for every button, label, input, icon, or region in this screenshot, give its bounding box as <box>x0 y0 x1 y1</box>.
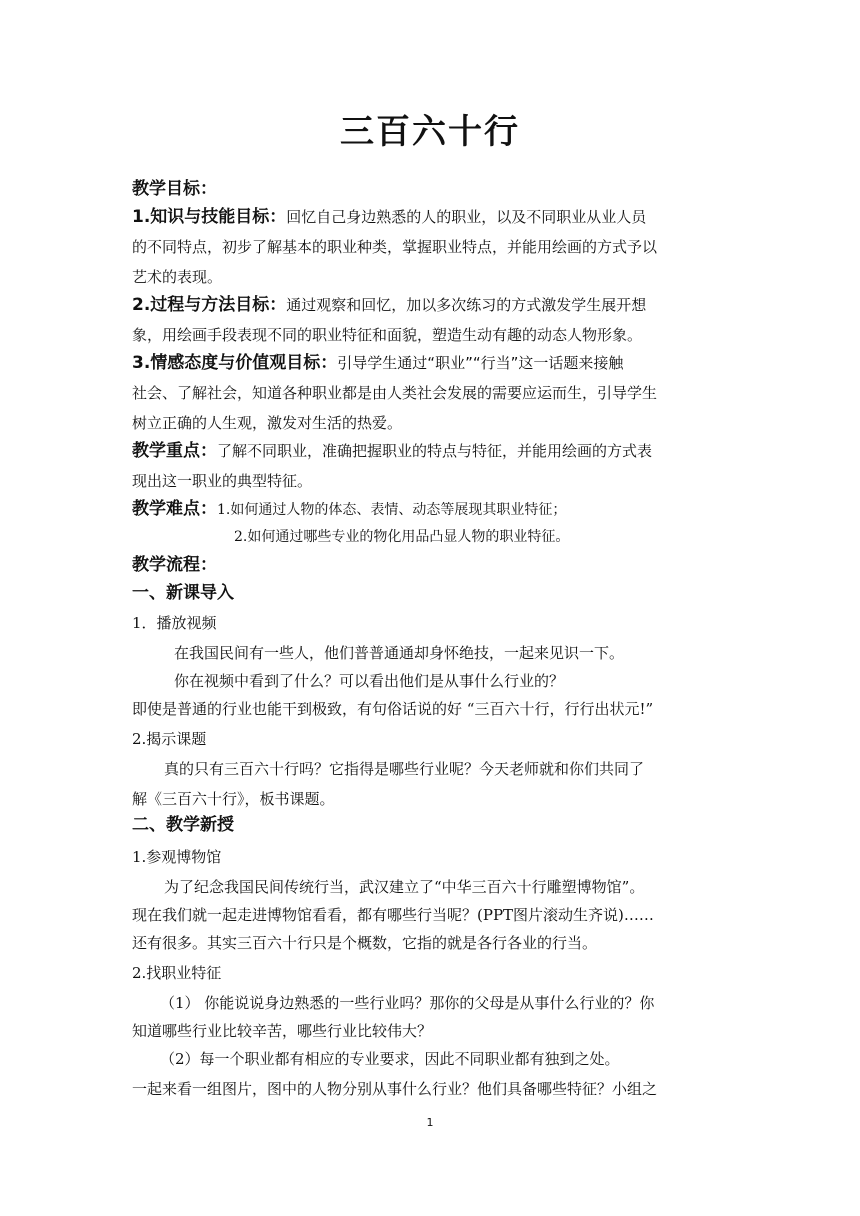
objective-text: 回忆自己身边熟悉的人的职业，以及不同职业从业人员 <box>286 208 647 226</box>
paragraph-line: 象，用绘画手段表现不同的职业特征和面貌，塑造生动有趣的动态人物形象。 <box>132 326 643 344</box>
page-number: 1 <box>426 1116 434 1129</box>
paragraph-line: 在我国民间有一些人，他们普普通通却身怀绝技，一起来见识一下。 <box>174 644 625 662</box>
paragraph-line: 你在视频中看到了什么？可以看出他们是从事什么行业的？ <box>174 672 565 690</box>
difficulty-label: 教学难点： <box>132 499 217 519</box>
paragraph-line <box>132 440 732 462</box>
document-title: 三百六十行 <box>340 112 520 152</box>
paragraph-line: 2.如何通过哪些专业的物化用品凸显人物的职业特征。 <box>234 529 570 545</box>
objective-label: 3.情感态度与价值观目标： <box>132 353 338 373</box>
paragraph-line <box>132 294 732 316</box>
paragraph-line: 解《三百六十行》，板书课题。 <box>132 790 335 808</box>
sub-heading: 1.参观博物馆 <box>132 848 222 866</box>
paragraph-line: 为了纪念我国民间传统行当，武汉建立了“中华三百六十行雕塑博物馆”。 <box>164 878 645 896</box>
paragraph-line: 即使是普通的行业也能干到极致，有句俗话说的好 “三百六十行，行行出状元!” <box>132 700 654 718</box>
paragraph-line <box>132 352 732 374</box>
sub-heading: 2.找职业特征 <box>132 964 222 982</box>
section-heading-objectives: 教学目标： <box>132 179 217 199</box>
section-heading-process: 教学流程： <box>132 555 217 575</box>
paragraph-line: 社会、了解社会，知道各种职业都是由人类社会发展的需要应运而生，引导学生 <box>132 384 658 402</box>
paragraph-line: 真的只有三百六十行吗？它指得是哪些行业呢？今天老师就和你们共同了 <box>164 760 645 778</box>
key-point-label: 教学重点： <box>132 441 217 461</box>
objective-label: 1.知识与技能目标： <box>132 207 287 227</box>
paragraph-line: 还有很多。其实三百六十行只是个概数，它指的就是各行各业的行当。 <box>132 934 598 952</box>
objective-text: 通过观察和回忆，加以多次练习的方式激发学生展开想 <box>286 296 647 314</box>
paragraph-line: （2）每一个职业都有相应的专业要求，因此不同职业都有独到之处。 <box>160 1050 620 1068</box>
difficulty-text: 1.如何通过人物的体态、表情、动态等展现其职业特征； <box>217 502 567 518</box>
key-point-text: 了解不同职业，准确把握职业的特点与特征，并能用绘画的方式表 <box>217 442 653 460</box>
paragraph-line: 现出这一职业的典型特征。 <box>132 472 313 490</box>
sub-heading: 1．播放视频 <box>132 614 217 632</box>
paragraph-line: 现在我们就一起走进博物馆看看，都有哪些行当呢？(PPT图片滚动生齐说)…… <box>132 906 654 924</box>
paragraph-line <box>132 498 732 521</box>
paragraph-line: 一起来看一组图片，图中的人物分别从事什么行业？他们具备哪些特征？小组之 <box>132 1080 658 1098</box>
paragraph-line: 树立正确的人生观，激发对生活的热爱。 <box>132 414 403 432</box>
paragraph-line: （1） 你能说说身边熟悉的一些行业吗？那你的父母是从事什么行业的？你 <box>160 994 655 1012</box>
objective-label: 2.过程与方法目标： <box>132 295 287 315</box>
paragraph-line: 的不同特点，初步了解基本的职业种类，掌握职业特点，并能用绘画的方式予以 <box>132 238 658 256</box>
section-heading-intro: 一、新课导入 <box>132 583 234 603</box>
paragraph-line: 艺术的表现。 <box>132 268 223 286</box>
paragraph-line: 知道哪些行业比较辛苦，哪些行业比较伟大？ <box>132 1022 433 1040</box>
objective-text: 引导学生通过“职业”“行当”这一话题来接触 <box>337 354 624 372</box>
sub-heading: 2.揭示课题 <box>132 730 207 748</box>
paragraph-line <box>132 206 732 228</box>
section-heading-new-lesson: 二、教学新授 <box>132 815 234 835</box>
